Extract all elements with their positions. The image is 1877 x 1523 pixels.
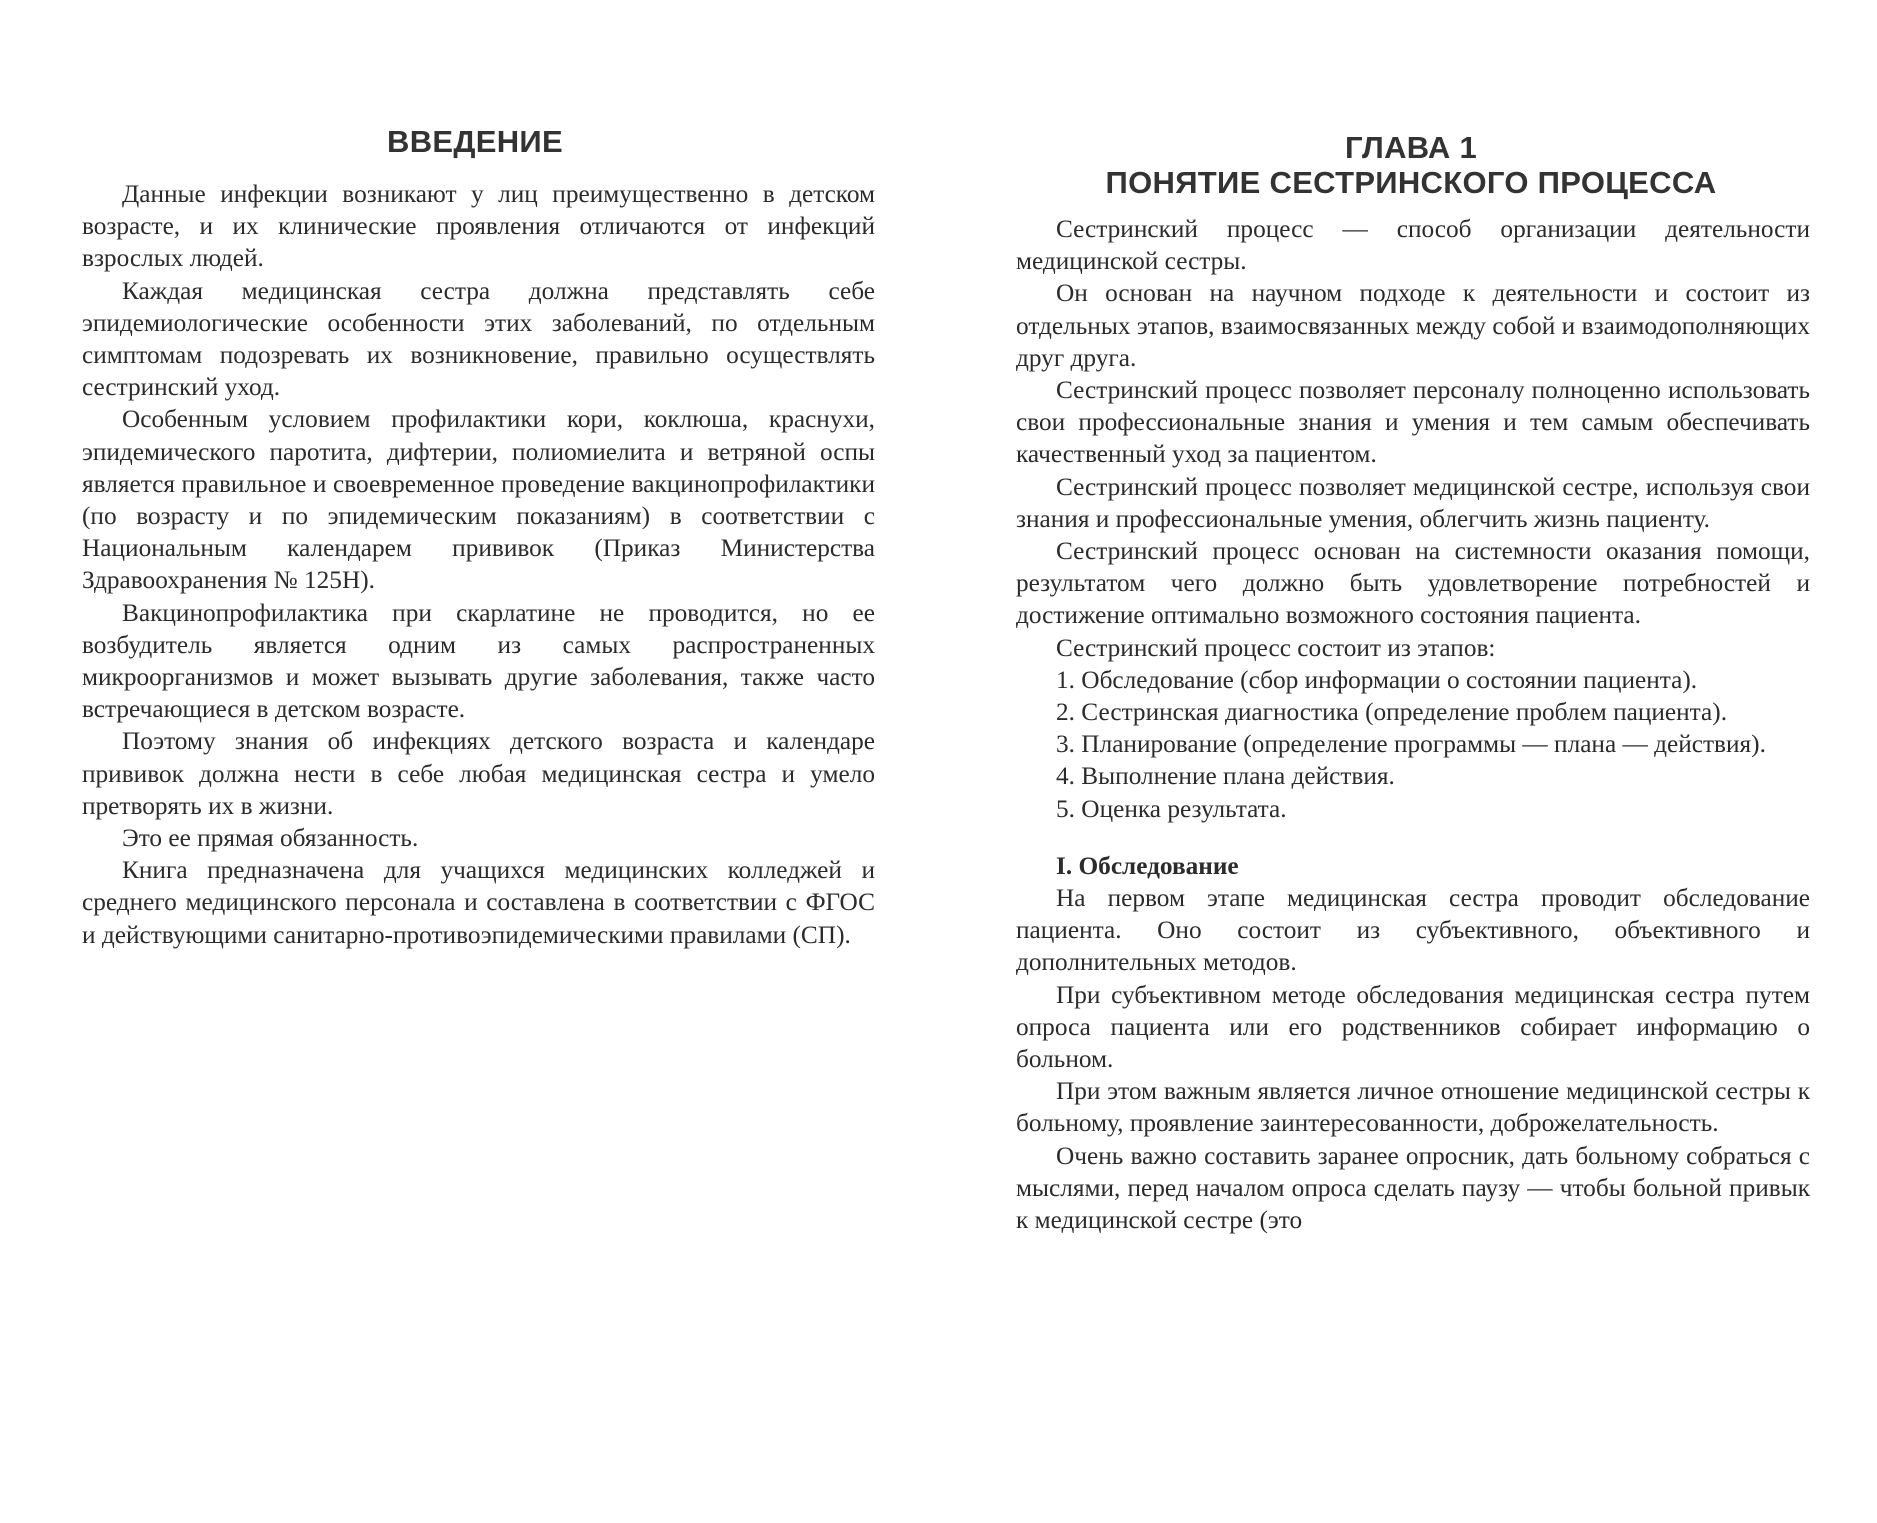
paragraph: Каждая медицинская сестра должна представлять себе эпидемиологические особенности этих заболеваний, по отдельным симптомам подозревать их возникновение, правильно осуществлять сестринский уход. [82,276,875,402]
stage-list-item: 5. Оценка результата. [1056,794,1287,823]
paragraph: Книга предназначена для учащихся медицинских колледжей и среднего медицинского персонала и составлена в соответствии с ФГОС и действующими санитарно-противоэпидемическими правилами (СП). [82,856,875,949]
paragraph: Вакцинопрофилактика при скарлатине не проводится, но ее возбудитель является одним из самых распространенных микроорганизмов и может вызывать другие заболевания, также часто встречающиеся в детском возрасте. [82,598,875,724]
chapter-number: ГЛАВА 1 [1344,130,1478,165]
paragraph: Это ее прямая обязанность. [122,824,419,853]
stage-list-item: 4. Выполнение плана действия. [1056,762,1395,791]
left-page [0,0,938,1523]
paragraph: Данные инфекции возникают у лиц преимущественно в детском возрасте, и их клинические проявления отличаются от инфекций взрослых людей. [82,180,875,273]
paragraph: Сестринский процесс позволяет персоналу полноценно использовать свои профессиональные знания и умения и тем самым обеспечивать качественный уход за пациентом. [1016,376,1810,469]
stage-list-item: 3. Планирование (определение программы — плана — действия). [1056,730,1766,759]
paragraph: При этом важным является личное отношение медицинской сестры к больному, проявление заинтересованности, доброжелательность. [1016,1077,1810,1138]
paragraph: Сестринский процесс — способ организации деятельности медицинской сестры. [1016,215,1810,276]
paragraph: Особенным условием профилактики кори, коклюша, краснухи, эпидемического паротита, дифтерии, полиомиелита и ветряной оспы является правильное и своевременное проведение вакцинопрофилактики (по возрасту и по эпидемическим показаниям) в соответствии с Национальным календарем прививок (Приказ Министерства Здравоохранения № 125Н). [82,405,875,595]
chapter-heading [1016,130,1806,200]
right-page [938,0,1877,1523]
chapter-body [1016,213,1810,1236]
chapter-title: ПОНЯТИЕ СЕСТРИНСКОГО ПРОЦЕССА [1105,165,1717,200]
paragraph: Он основан на научном подходе к деятельности и состоит из отдельных этапов, взаимосвязанных между собой и взаимодополняющих друг друга. [1016,279,1810,372]
paragraph: Очень важно составить заранее опросник, дать больному собраться с мыслями, перед началом опроса сделать паузу — чтобы больной привык к медицинской сестре (это [1016,1141,1810,1235]
paragraph: Сестринский процесс основан на системности оказания помощи, результатом чего должно быть удовлетворение потребностей и достижение оптимально возможного состояния пациента. [1016,537,1810,630]
introduction-body [82,178,875,951]
stage-list-item: 1. Обследование (сбор информации о состоянии пациента). [1056,665,1698,694]
paragraph: Поэтому знания об инфекциях детского возраста и календаре прививок должна нести в себе любая медицинская сестра и умело претворять их в жизни. [82,727,875,820]
paragraph: На первом этапе медицинская сестра проводит обследование пациента. Оно состоит из субъективного, объективного и дополнительных методов. [1016,884,1810,977]
stage-list-item: 2. Сестринская диагностика (определение проблем пациента). [1056,698,1728,727]
paragraph: Сестринский процесс позволяет медицинской сестре, используя свои знания и профессиональные умения, облегчить жизнь пациенту. [1016,472,1810,533]
paragraph: При субъективном методе обследования медицинская сестра путем опроса пациента или его родственников собирает информацию о больном. [1016,980,1810,1074]
paragraph: Сестринский процесс состоит из этапов: [1056,633,1496,662]
section-title: I. Обследование [1056,851,1239,880]
introduction-heading: ВВЕДЕНИЕ [387,124,563,159]
